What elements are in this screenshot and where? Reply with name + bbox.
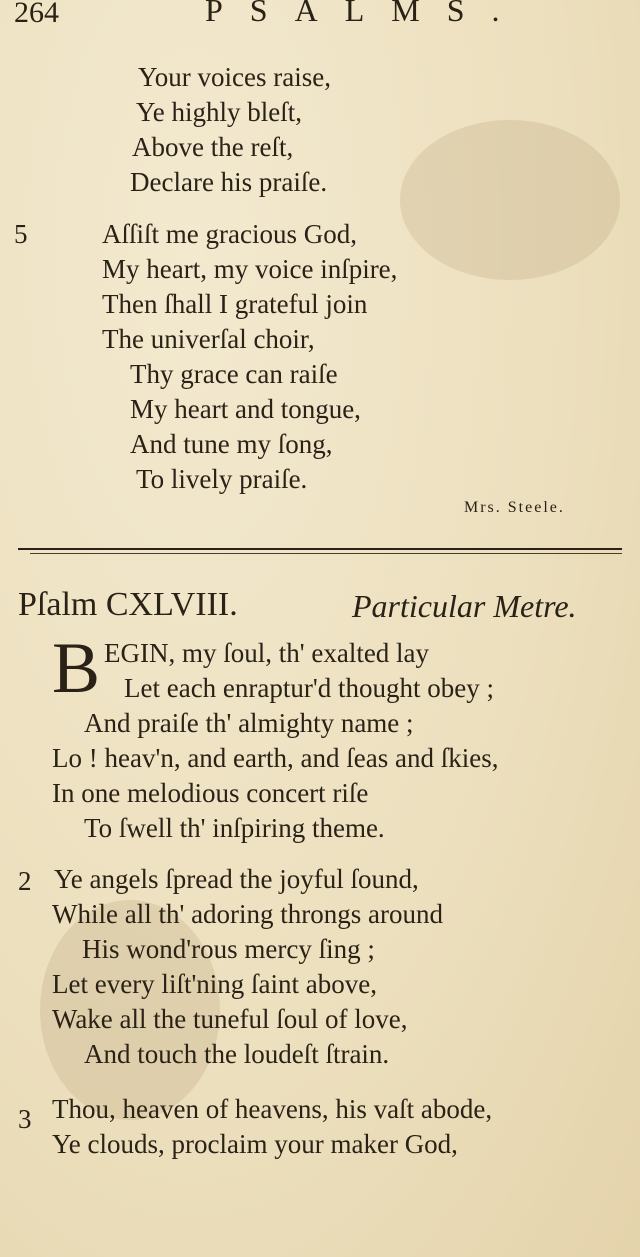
verse-line: Lo ! heav'n, and earth, and ſeas and ſkies, xyxy=(52,743,499,773)
verse-line: Wake all the tuneful ſoul of love, xyxy=(52,1004,408,1034)
verse-line: Ye clouds, proclaim your maker God, xyxy=(52,1129,458,1159)
verse-line: Let every liſt'ning ſaint above, xyxy=(52,969,378,999)
verse-line: Ye highly bleſt, xyxy=(136,97,303,127)
verse-line: To ſwell th' inſpiring theme. xyxy=(84,813,385,843)
verse-line: My heart, my voice inſpire, xyxy=(102,254,398,284)
page-header xyxy=(0,0,640,36)
verse-line: EGIN, my ſoul, th' exalted lay xyxy=(104,638,430,668)
verse-line: Declare his praiſe. xyxy=(130,167,328,197)
verse-line: And touch the loudeſt ſtrain. xyxy=(84,1039,390,1069)
verse-line: And praiſe th' almighty name ; xyxy=(84,708,414,738)
divider-rule xyxy=(30,553,622,554)
psalm-meter: Particular Metre. xyxy=(352,588,577,624)
verse-line: Let each enraptur'd thought obey ; xyxy=(124,673,494,703)
running-title: PSALMS. xyxy=(205,0,527,28)
verse-line: Your voices raise, xyxy=(138,62,331,92)
stanza-number: 3 xyxy=(18,1104,32,1134)
stanza-number: 2 xyxy=(18,866,32,896)
verse-line: His wond'rous mercy ſing ; xyxy=(82,934,375,964)
verse-line: Aſſiſt me gracious God, xyxy=(102,219,357,249)
drop-cap: B xyxy=(52,628,101,708)
verse-line: Above the reſt, xyxy=(132,132,294,162)
verse-line: Then ſhall I grateful join xyxy=(102,289,368,319)
verse-line: And tune my ſong, xyxy=(130,429,333,459)
paper-stain xyxy=(400,120,620,280)
verse-line: My heart and tongue, xyxy=(130,394,361,424)
verse-line: Ye angels ſpread the joyful ſound, xyxy=(54,864,419,894)
verse-line: The univerſal choir, xyxy=(102,324,315,354)
page-number: 264 xyxy=(14,0,59,29)
attribution: Mrs. Steele. xyxy=(464,499,565,516)
verse-line: Thou, heaven of heavens, his vaſt abode, xyxy=(52,1094,493,1124)
divider-rule xyxy=(18,548,622,550)
verse-line: In one melodious concert riſe xyxy=(52,778,369,808)
stanza-number: 5 xyxy=(14,219,28,249)
verse-line: Thy grace can raiſe xyxy=(130,359,338,389)
psalm-title: Pſalm CXLVIII. xyxy=(18,586,238,623)
verse-line: To lively praiſe. xyxy=(136,464,308,494)
verse-line: While all th' adoring throngs around xyxy=(52,899,444,929)
